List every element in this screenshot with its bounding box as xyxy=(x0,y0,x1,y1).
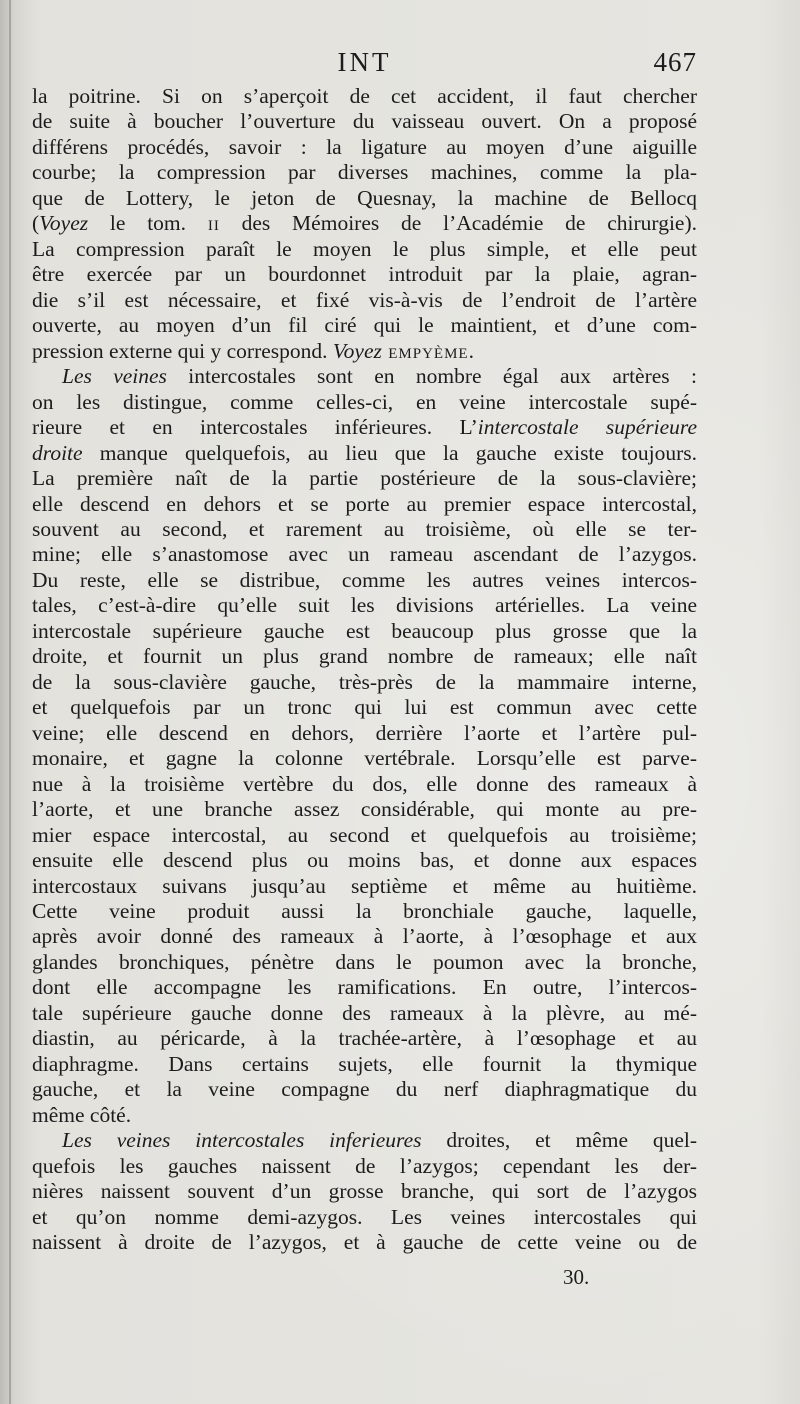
text-line xyxy=(32,135,697,160)
text-line xyxy=(32,746,697,771)
text-segment: courbe; la compression par diverses machines, comme la pla- xyxy=(32,160,697,185)
text-segment: intercostale supérieure gauche est beaucoup plus grosse que la xyxy=(32,618,697,643)
text-line xyxy=(32,1128,697,1153)
text-segment: nue à la troisième vertèbre du dos, elle donne des rameaux à xyxy=(32,771,697,796)
text-segment: monaire, et gagne la colonne vertébrale. Lorsqu’elle est parve- xyxy=(32,746,697,771)
text-line xyxy=(32,237,697,262)
text-line xyxy=(32,1026,697,1051)
text-line xyxy=(32,1103,697,1128)
text-segment: elle descend en dehors et se porte au premier espace intercostal, xyxy=(32,491,697,516)
text-segment: être exercée par un bourdonnet introduit par la plaie, agran- xyxy=(32,262,697,287)
text-segment: La compression paraît le moyen le plus simple, et elle peut xyxy=(32,236,697,261)
signature-mark: 30. xyxy=(563,1265,590,1289)
italic-text: Voyez xyxy=(332,338,382,363)
text-line xyxy=(32,441,697,466)
italic-text: intercostale supérieure xyxy=(477,415,697,440)
text-line xyxy=(32,1001,697,1026)
page-gutter-edge xyxy=(9,0,11,1404)
text-line xyxy=(32,797,697,822)
text-line xyxy=(32,848,697,873)
text-line xyxy=(32,492,697,517)
text-line xyxy=(32,1154,697,1179)
text-segment: après avoir donné des rameaux à l’aorte, à l’œsophage et aux xyxy=(32,924,697,949)
text-segment: manque quelquefois, au lieu que la gauche existe toujours. xyxy=(82,440,697,465)
text-segment: mier espace intercostal, au second et quelquefois au troisième; xyxy=(32,822,697,847)
text-segment: des Mémoires de l’Académie de chirurgie). xyxy=(219,211,697,236)
text-line xyxy=(32,975,697,1000)
text-segment: mine; elle s’anastomose avec un rameau ascendant de l’azygos. xyxy=(32,542,697,567)
text-line xyxy=(32,339,697,364)
text-line xyxy=(32,109,697,134)
text-segment: droite, et fournit un plus grand nombre de rameaux; elle naît xyxy=(32,644,697,669)
text-segment: intercostales sont en nombre égal aux artères : xyxy=(166,364,697,389)
text-segment: l’aorte, et une branche assez considérable, qui monte au pre- xyxy=(32,797,697,822)
text-segment: tale supérieure gauche donne des rameaux à la plèvre, au mé- xyxy=(32,1000,697,1025)
text-line xyxy=(32,186,697,211)
text-line xyxy=(32,415,697,440)
text-line xyxy=(32,1230,697,1255)
text-line xyxy=(32,364,697,389)
text-line xyxy=(32,288,697,313)
text-segment: Du reste, elle se distribue, comme les autres veines intercos- xyxy=(32,567,697,592)
smallcaps-text: ii xyxy=(207,211,220,236)
text-line xyxy=(32,568,697,593)
text-segment: et qu’on nomme demi-azygos. Les veines intercostales qui xyxy=(32,1204,697,1229)
text-segment: La première naît de la partie postérieure de la sous-clavière; xyxy=(32,466,697,491)
text-segment: et quelquefois par un tronc qui lui est commun avec cette xyxy=(32,695,697,720)
text-segment: gauche, et la veine compagne du nerf diaphragmatique du xyxy=(32,1077,697,1102)
text-line xyxy=(32,899,697,924)
text-segment: ( xyxy=(32,211,40,236)
text-line xyxy=(32,874,697,899)
text-line xyxy=(32,1052,697,1077)
text-line xyxy=(32,619,697,644)
text-segment: quefois les gauches naissent de l’azygos; cependant les der- xyxy=(32,1153,697,1178)
text-segment: ouverte, au moyen d’un fil ciré qui le maintient, et d’une com- xyxy=(32,313,697,338)
text-segment: naissent à droite de l’azygos, et à gauche de cette veine ou de xyxy=(32,1230,697,1255)
text-line xyxy=(32,160,697,185)
text-line xyxy=(32,593,697,618)
text-line xyxy=(32,313,697,338)
text-segment: droites, et même quel- xyxy=(421,1128,697,1153)
text-segment: glandes bronchiques, pénètre dans le poumon avec la bronche, xyxy=(32,949,697,974)
text-segment: que de Lottery, le jeton de Quesnay, la machine de Bellocq xyxy=(32,185,697,210)
text-segment: nières naissent souvent d’un grosse branche, qui sort de l’azygos xyxy=(32,1179,697,1204)
italic-text: Les veines xyxy=(62,364,167,389)
page-header xyxy=(32,44,697,84)
text-segment: diastin, au péricarde, à la trachée-artère, à l’œsophage et au xyxy=(32,1026,697,1051)
running-head: INT xyxy=(337,47,392,77)
text-segment: le tom. xyxy=(88,211,208,236)
text-segment: diaphragme. Dans certains sujets, elle fournit la thymique xyxy=(32,1051,697,1076)
text-line xyxy=(32,84,697,109)
italic-text: Les veines intercostales inferieures xyxy=(62,1128,422,1153)
text-segment: rieure et en intercostales inférieures. L’ xyxy=(32,415,478,440)
text-line xyxy=(32,721,697,746)
text-line xyxy=(32,950,697,975)
text-segment: pression externe qui y correspond. xyxy=(32,338,333,363)
text-line xyxy=(32,1205,697,1230)
text-line xyxy=(32,924,697,949)
text-segment: Cette veine produit aussi la bronchiale gauche, laquelle, xyxy=(32,899,697,923)
text-segment: différens procédés, savoir : la ligature au moyen d’une aiguille xyxy=(32,134,697,159)
page-number: 467 xyxy=(653,47,697,77)
text-segment: die s’il est nécessaire, et fixé vis-à-vis de l’endroit de l’artère xyxy=(32,287,697,312)
text-line xyxy=(32,1179,697,1204)
text-segment: tales, c’est-à-dire qu’elle suit les divisions artérielles. La veine xyxy=(32,593,697,618)
text-line xyxy=(32,542,697,567)
text-line xyxy=(32,823,697,848)
text-line xyxy=(32,1077,697,1102)
text-line xyxy=(32,670,697,695)
text-line xyxy=(32,262,697,287)
italic-text: Voyez xyxy=(39,211,89,236)
text-line xyxy=(32,466,697,491)
text-line xyxy=(32,695,697,720)
italic-text: droite xyxy=(32,440,83,465)
text-line xyxy=(32,644,697,669)
text-segment: même côté. xyxy=(32,1102,132,1127)
text-segment: veine; elle descend en dehors, derrière l’aorte et l’artère pul- xyxy=(32,720,697,745)
text-line xyxy=(32,517,697,542)
text-segment: on les distingue, comme celles-ci, en veine intercostale supé- xyxy=(32,389,697,414)
text-segment: souvent au second, et rarement au troisième, où elle se ter- xyxy=(32,516,697,541)
text-segment: de la sous-clavière gauche, très-près de la mammaire interne, xyxy=(32,669,697,694)
text-segment: de suite à boucher l’ouverture du vaisseau ouvert. On a proposé xyxy=(32,109,697,134)
text-segment: la poitrine. Si on s’aperçoit de cet accident, il faut chercher xyxy=(32,84,697,108)
smallcaps-text: empyème. xyxy=(381,338,475,363)
text-segment: dont elle accompagne les ramifications. En outre, l’intercos- xyxy=(32,975,697,1000)
body-text xyxy=(32,84,697,1256)
text-segment: ensuite elle descend plus ou moins bas, et donne aux espaces xyxy=(32,848,697,873)
text-line xyxy=(32,772,697,797)
text-line xyxy=(32,211,697,236)
text-line xyxy=(32,390,697,415)
text-segment: intercostaux suivans jusqu’au septième et même au huitième. xyxy=(32,873,697,898)
